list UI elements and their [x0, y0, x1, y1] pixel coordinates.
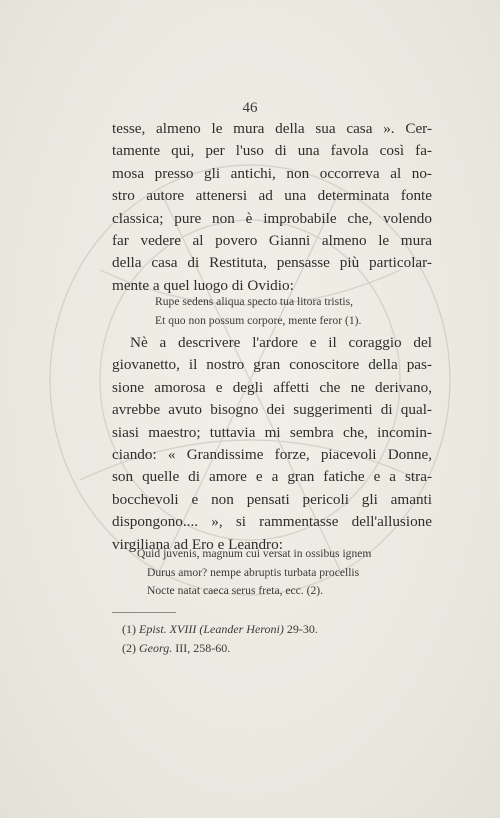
- verse-line: Rupe sedens aliqua specto tua litora tristis,: [155, 295, 354, 308]
- text-line: tesse, almeno le mura della sua casa ». Cer-: [112, 120, 432, 137]
- paragraph-2: [112, 332, 432, 556]
- text-line: stro autore attenersi ad una determinata fonte: [112, 187, 432, 205]
- verse-line: Nocte natat caeca serus freta, ecc. (2).: [147, 584, 324, 597]
- footnote-location: 29-30.: [286, 622, 318, 636]
- footnote-mark: (2): [122, 641, 136, 655]
- text-line: ciando: « Grandissime forze, piacevoli Donne,: [112, 446, 432, 464]
- text-line: della casa di Restituta, pensasse più particolar-: [112, 254, 432, 272]
- footnote-1: [122, 620, 318, 639]
- footnote-reference: Georg.: [139, 641, 173, 655]
- text-line: giovanetto, il nostro gran conoscitore della pas-: [112, 356, 432, 374]
- footnote-mark: (1): [122, 622, 136, 636]
- page-number: 46: [242, 100, 258, 116]
- text-line: mente a quel luogo di Ovidio:: [112, 276, 294, 294]
- text-line: avrebbe avuto bisogno dei suggerimenti di qual-: [112, 401, 432, 419]
- text-line: tamente qui, per l'uso di una favola così fa-: [112, 142, 432, 160]
- text-line: bocchevoli e non pensati pericoli gli amanti: [112, 490, 432, 508]
- verse-line: Durus amor? nempe abruptis turbata procellis: [147, 565, 360, 579]
- text-line: classica; pure non è improbabile che, volendo: [112, 209, 432, 227]
- footnote-divider: [112, 612, 176, 613]
- latin-quote-2: [137, 545, 371, 601]
- text-line: far vedere al povero Gianni almeno le mura: [112, 232, 432, 250]
- footnote-2: [122, 639, 318, 658]
- footnote-reference: Epist. XVIII (Leander Heroni): [139, 622, 284, 636]
- text-line: sione amorosa e degli affetti che ne derivano,: [112, 378, 432, 396]
- text-line: mosa presso gli antichi, non occorreva al no-: [112, 164, 432, 182]
- footnotes: [122, 620, 318, 658]
- latin-quote-1: [155, 293, 361, 330]
- verse-line: Quid juvenis, magnum cui versat in ossibus ignem: [137, 547, 372, 560]
- text-line: son quelle di amore e a gran fatiche e a stra-: [112, 468, 432, 486]
- text-line: Nè a descrivere l'ardore e il coraggio del: [130, 334, 432, 351]
- text-line: dispongono.... », si rammentasse dell'allusione: [112, 513, 432, 531]
- text-line: virgiliana ad Ero e Leandro:: [112, 535, 283, 553]
- paragraph-1: [112, 118, 432, 297]
- footnote-location: III, 258-60.: [175, 641, 231, 655]
- text-line: siasi maestro; tuttavia mi sembra che, incomin-: [112, 423, 432, 441]
- verse-line: Et quo non possum corpore, mente feror (1).: [155, 313, 362, 327]
